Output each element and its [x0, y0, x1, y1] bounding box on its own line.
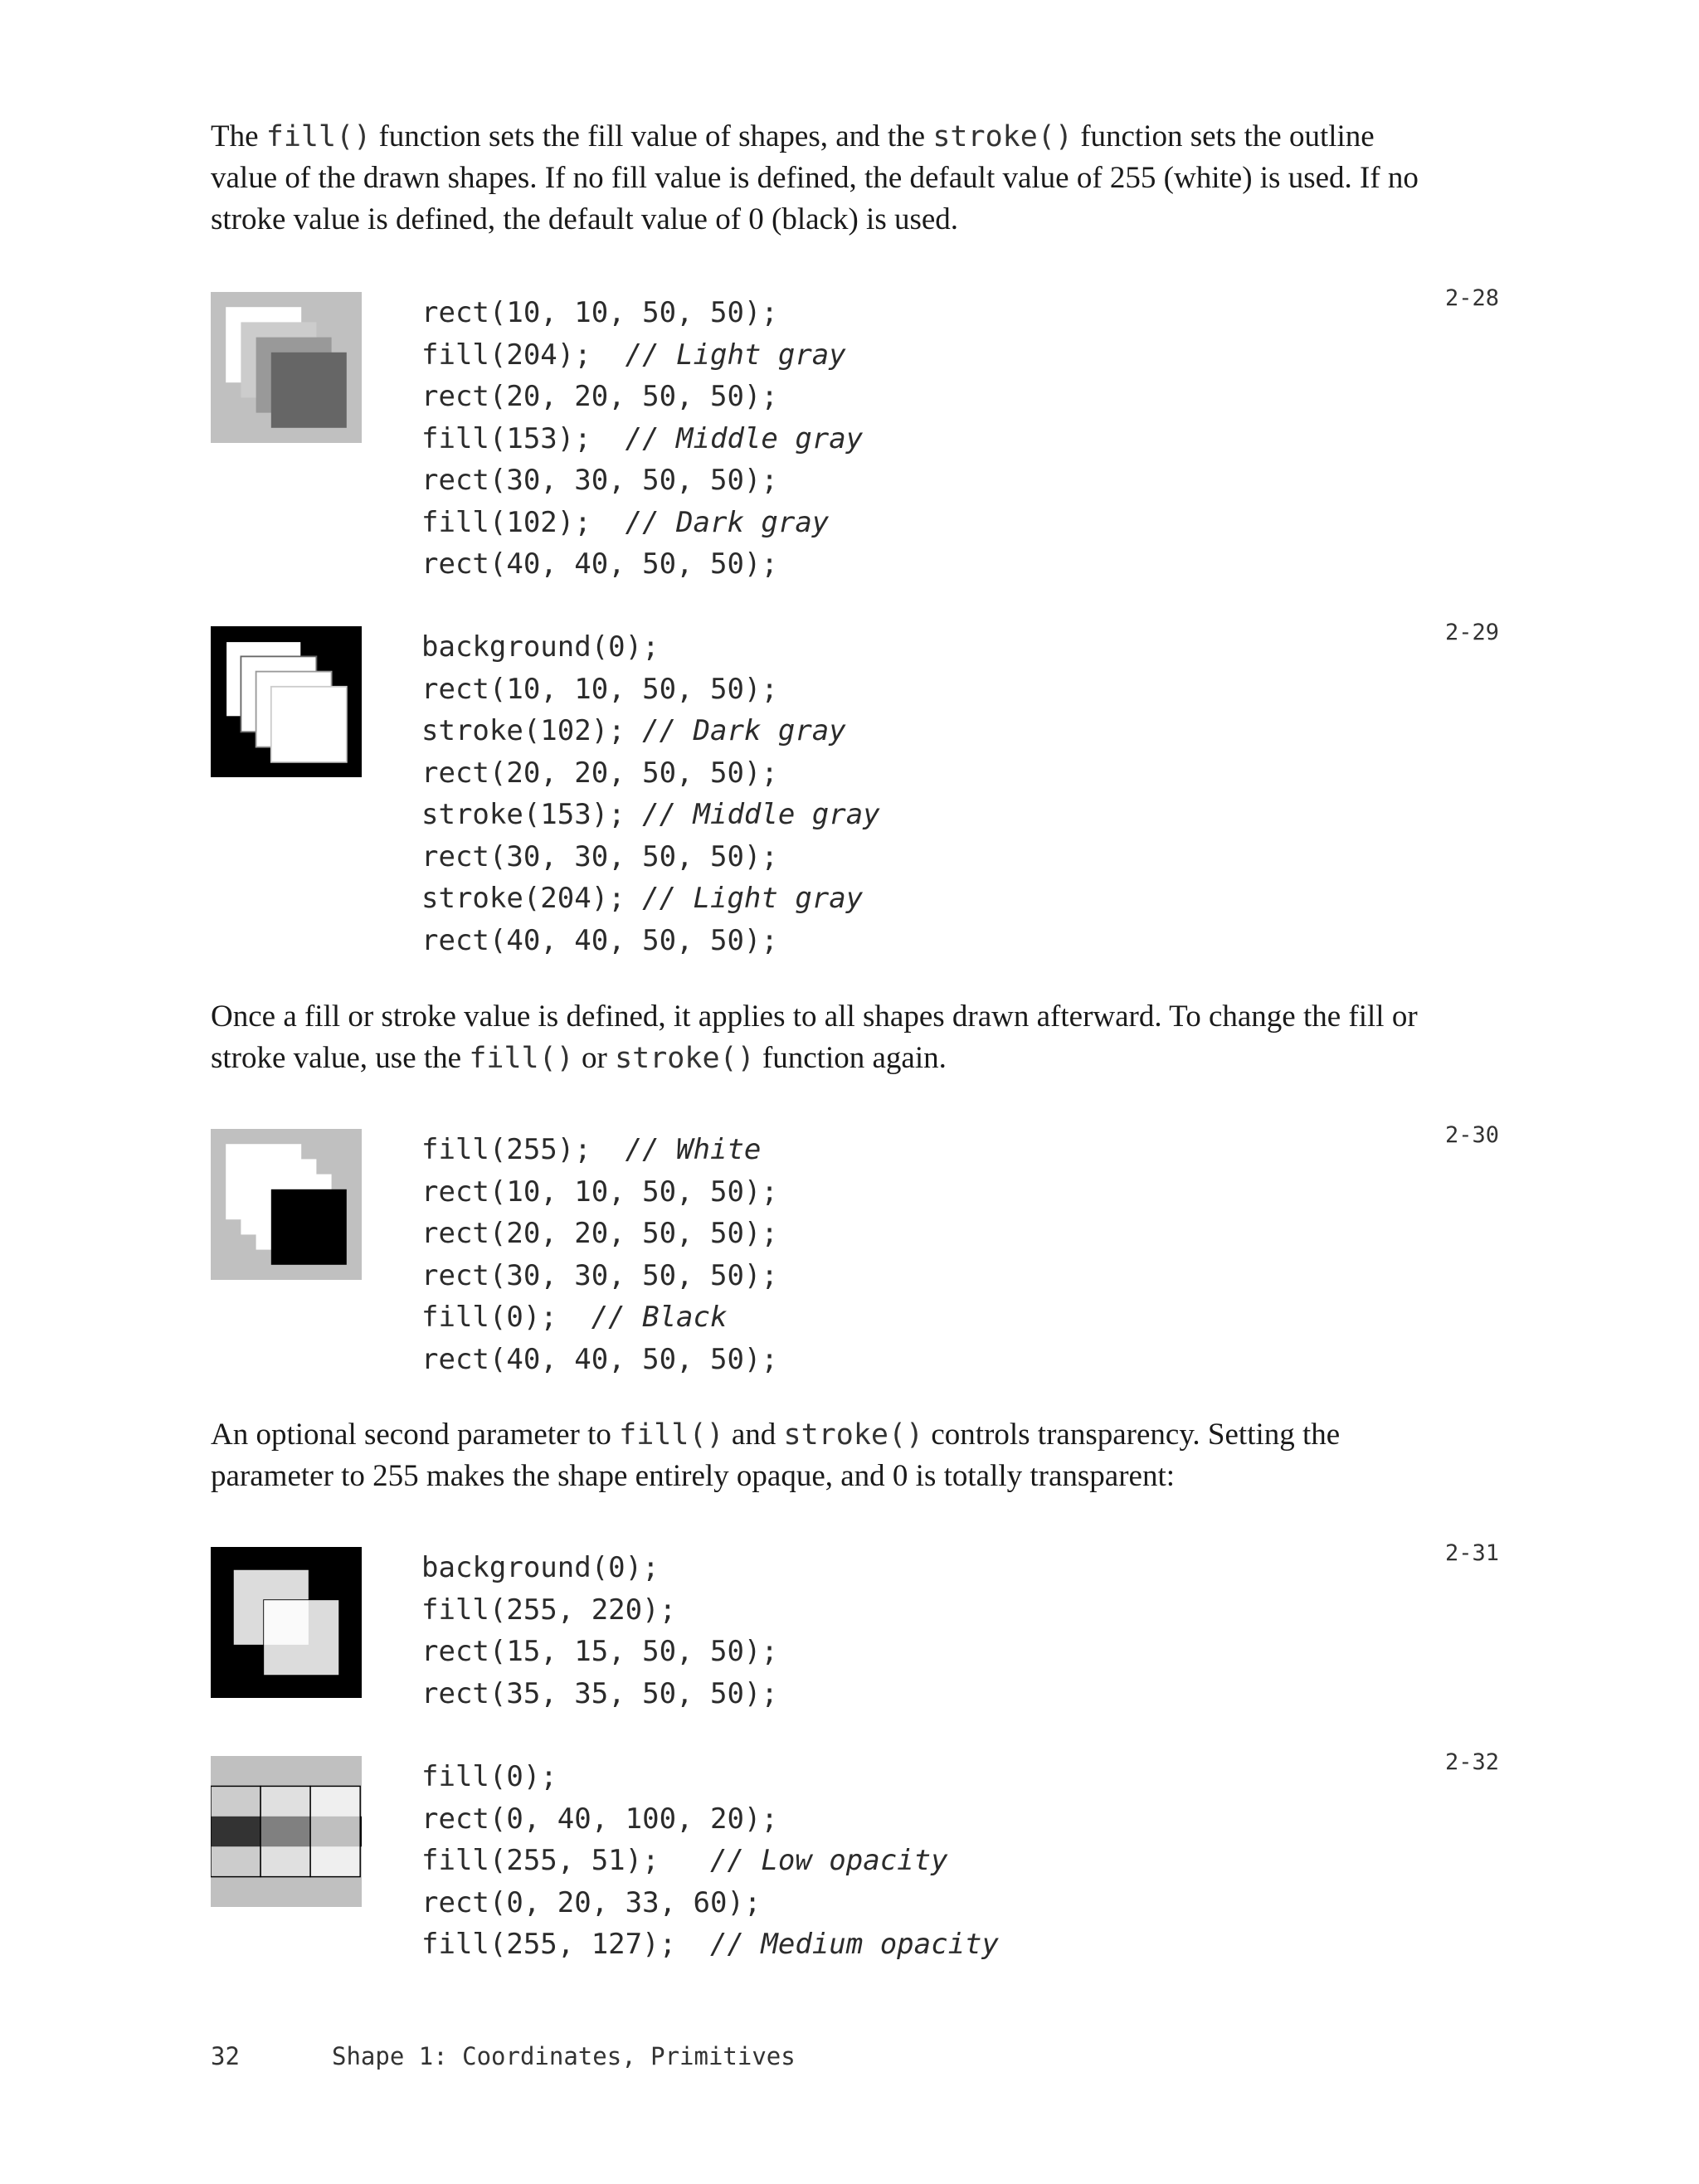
- example-2-29-code: [421, 626, 880, 961]
- inline-code-stroke: stroke(): [932, 120, 1073, 153]
- code-line: rect(30, 30, 50, 50);: [421, 464, 778, 497]
- example-2-32-canvas: [211, 1756, 362, 1907]
- code-line: rect(0, 20, 33, 60);: [421, 1885, 762, 1919]
- code-line: rect(10, 10, 50, 50);: [421, 672, 778, 706]
- example-number: 2-29: [1445, 620, 1500, 645]
- example-number: 2-31: [1445, 1540, 1500, 1566]
- inline-code-stroke: stroke(): [783, 1418, 924, 1452]
- example-2-32-code: [421, 1756, 999, 1966]
- code-line: rect(10, 10, 50, 50);: [421, 1175, 778, 1209]
- code-line: fill(255); // White: [421, 1133, 762, 1166]
- example-2-29-canvas: [211, 626, 362, 777]
- code-line: rect(30, 30, 50, 50);: [421, 1258, 778, 1292]
- code-line: rect(40, 40, 50, 50);: [421, 547, 778, 581]
- inline-code-fill: fill(): [619, 1418, 724, 1452]
- code-line: stroke(204); // Light gray: [421, 882, 864, 915]
- code-line: stroke(102); // Dark gray: [421, 714, 846, 747]
- example-2-30-code: [421, 1129, 778, 1380]
- inline-code-stroke: stroke(): [615, 1042, 755, 1075]
- code-line: background(0);: [421, 630, 660, 664]
- example-number: 2-30: [1445, 1122, 1500, 1148]
- code-line: stroke(153); // Middle gray: [421, 798, 880, 831]
- code-line: fill(0);: [421, 1760, 557, 1793]
- code-line: rect(30, 30, 50, 50);: [421, 839, 778, 873]
- example-number: 2-28: [1445, 285, 1500, 311]
- example-2-31-canvas: [211, 1547, 362, 1698]
- code-line: rect(35, 35, 50, 50);: [421, 1676, 778, 1710]
- example-2-30-canvas: [211, 1129, 362, 1280]
- code-line: fill(255, 51); // Low opacity: [421, 1844, 948, 1877]
- code-line: fill(204); // Light gray: [421, 338, 846, 372]
- code-line: rect(0, 40, 100, 20);: [421, 1802, 778, 1836]
- code-line: background(0);: [421, 1551, 660, 1584]
- code-line: rect(40, 40, 50, 50);: [421, 1342, 778, 1376]
- page-number: 32: [211, 2042, 240, 2070]
- intro-paragraph: The fill() function sets the fill value of shapes, and the stroke() function sets the outline value of the drawn shapes. If no fill value is defined, the default value of 255 (white) is used. If no stroke value is defined, the default value of 0 (black) is used.: [211, 119, 1419, 236]
- inline-code-fill: fill(): [469, 1042, 574, 1075]
- code-line: rect(10, 10, 50, 50);: [421, 296, 778, 329]
- code-line: rect(20, 20, 50, 50);: [421, 1217, 778, 1250]
- code-line: fill(0); // Black: [421, 1301, 728, 1334]
- code-line: fill(255, 127); // Medium opacity: [421, 1928, 999, 1961]
- middle-paragraph: Once a fill or stroke value is defined, it applies to all shapes drawn afterward. To change the fill or stroke value, use the fill() or stroke() function again.: [211, 1000, 1418, 1075]
- code-line: rect(15, 15, 50, 50);: [421, 1635, 778, 1668]
- code-line: fill(255, 220);: [421, 1593, 677, 1627]
- transparency-paragraph: An optional second parameter to fill() and stroke() controls transparency. Setting the parameter to 255 makes the shape entirely opaque, and 0 is totally transparent:: [211, 1418, 1341, 1493]
- example-2-28-code: [421, 292, 863, 586]
- code-line: fill(153); // Middle gray: [421, 421, 864, 455]
- example-number: 2-32: [1445, 1749, 1500, 1775]
- example-2-28-canvas: [211, 292, 362, 443]
- code-line: rect(40, 40, 50, 50);: [421, 923, 778, 957]
- chapter-title: Shape 1: Coordinates, Primitives: [332, 2042, 796, 2070]
- inline-code-fill: fill(): [265, 120, 372, 153]
- code-line: rect(20, 20, 50, 50);: [421, 380, 778, 413]
- code-line: rect(20, 20, 50, 50);: [421, 756, 778, 790]
- example-2-31-code: [421, 1547, 778, 1715]
- code-line: fill(102); // Dark gray: [421, 505, 830, 539]
